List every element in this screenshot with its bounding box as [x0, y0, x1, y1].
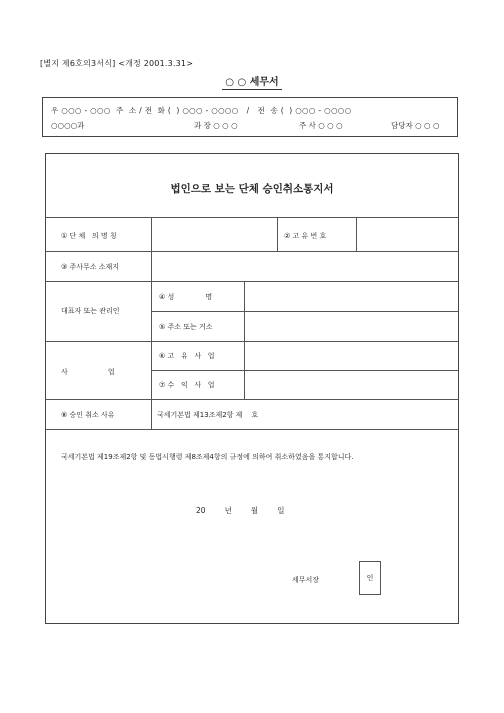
row-divider: [151, 370, 458, 371]
name-label: ④ 성 명: [159, 293, 213, 301]
cancel-reason-value: 국세기본법 제13조제2항 제 호: [157, 411, 259, 419]
department: ○○○○과: [51, 121, 85, 130]
section-chief: 과 장 ○ ○ ○: [194, 121, 238, 130]
row-divider: [46, 429, 458, 430]
group-name-label: ① 단 체 의 명 칭: [61, 232, 117, 240]
row-divider: [46, 399, 458, 400]
column-divider: [244, 281, 245, 399]
row-divider: [46, 217, 458, 218]
address-info-box: [42, 97, 458, 137]
main-office-label: ③ 주사무소 소재지: [61, 263, 120, 271]
cancel-reason-label: ⑧ 승인 취소 사유: [61, 411, 115, 419]
form-number: [별지 제6호의3서식] <개정 2001.3.31>: [40, 59, 194, 68]
office-title: [0, 73, 504, 90]
seal-box: 인: [359, 561, 381, 595]
row-divider: [46, 281, 458, 282]
manager: 담당자 ○ ○ ○: [391, 121, 440, 130]
column-divider: [151, 217, 152, 429]
column-divider: [277, 217, 278, 251]
row-divider: [46, 251, 458, 252]
office-title-text: ○ ○ 세무서: [222, 73, 281, 90]
address-contact-line: 우 ○○○ - ○○○ 주 소 / 전 화 ( ) ○○○ - ○○○○ / 전 송 ( ) ○○○ - ○○○○: [51, 106, 352, 115]
unique-business-label: ⑥ 고 유 사 업: [159, 352, 215, 360]
row-divider: [46, 341, 458, 342]
notice-statement: 국세기본법 제19조제2항 및 동법시행령 제8조제4항의 규정에 의하여 취소하였음을 통지합니다.: [61, 453, 354, 461]
date-line: 20 년 월 일: [196, 506, 285, 515]
unique-number-label: ② 고 유 번 호: [284, 232, 327, 240]
document-title: 법인으로 보는 단체 승인취소통지서: [170, 183, 334, 195]
row-divider: [151, 311, 458, 312]
profit-business-label: ⑦ 수 익 사 업: [159, 381, 215, 389]
representative-label: 대표자 또는 관리인: [61, 307, 120, 315]
signer-title: 세무서장: [292, 576, 320, 584]
director: 주 사 ○ ○ ○: [299, 121, 343, 130]
business-label: 사 업: [61, 368, 115, 376]
address-label: ⑤ 주소 또는 거소: [159, 323, 213, 331]
notice-form: [45, 153, 459, 624]
column-divider: [356, 217, 357, 251]
